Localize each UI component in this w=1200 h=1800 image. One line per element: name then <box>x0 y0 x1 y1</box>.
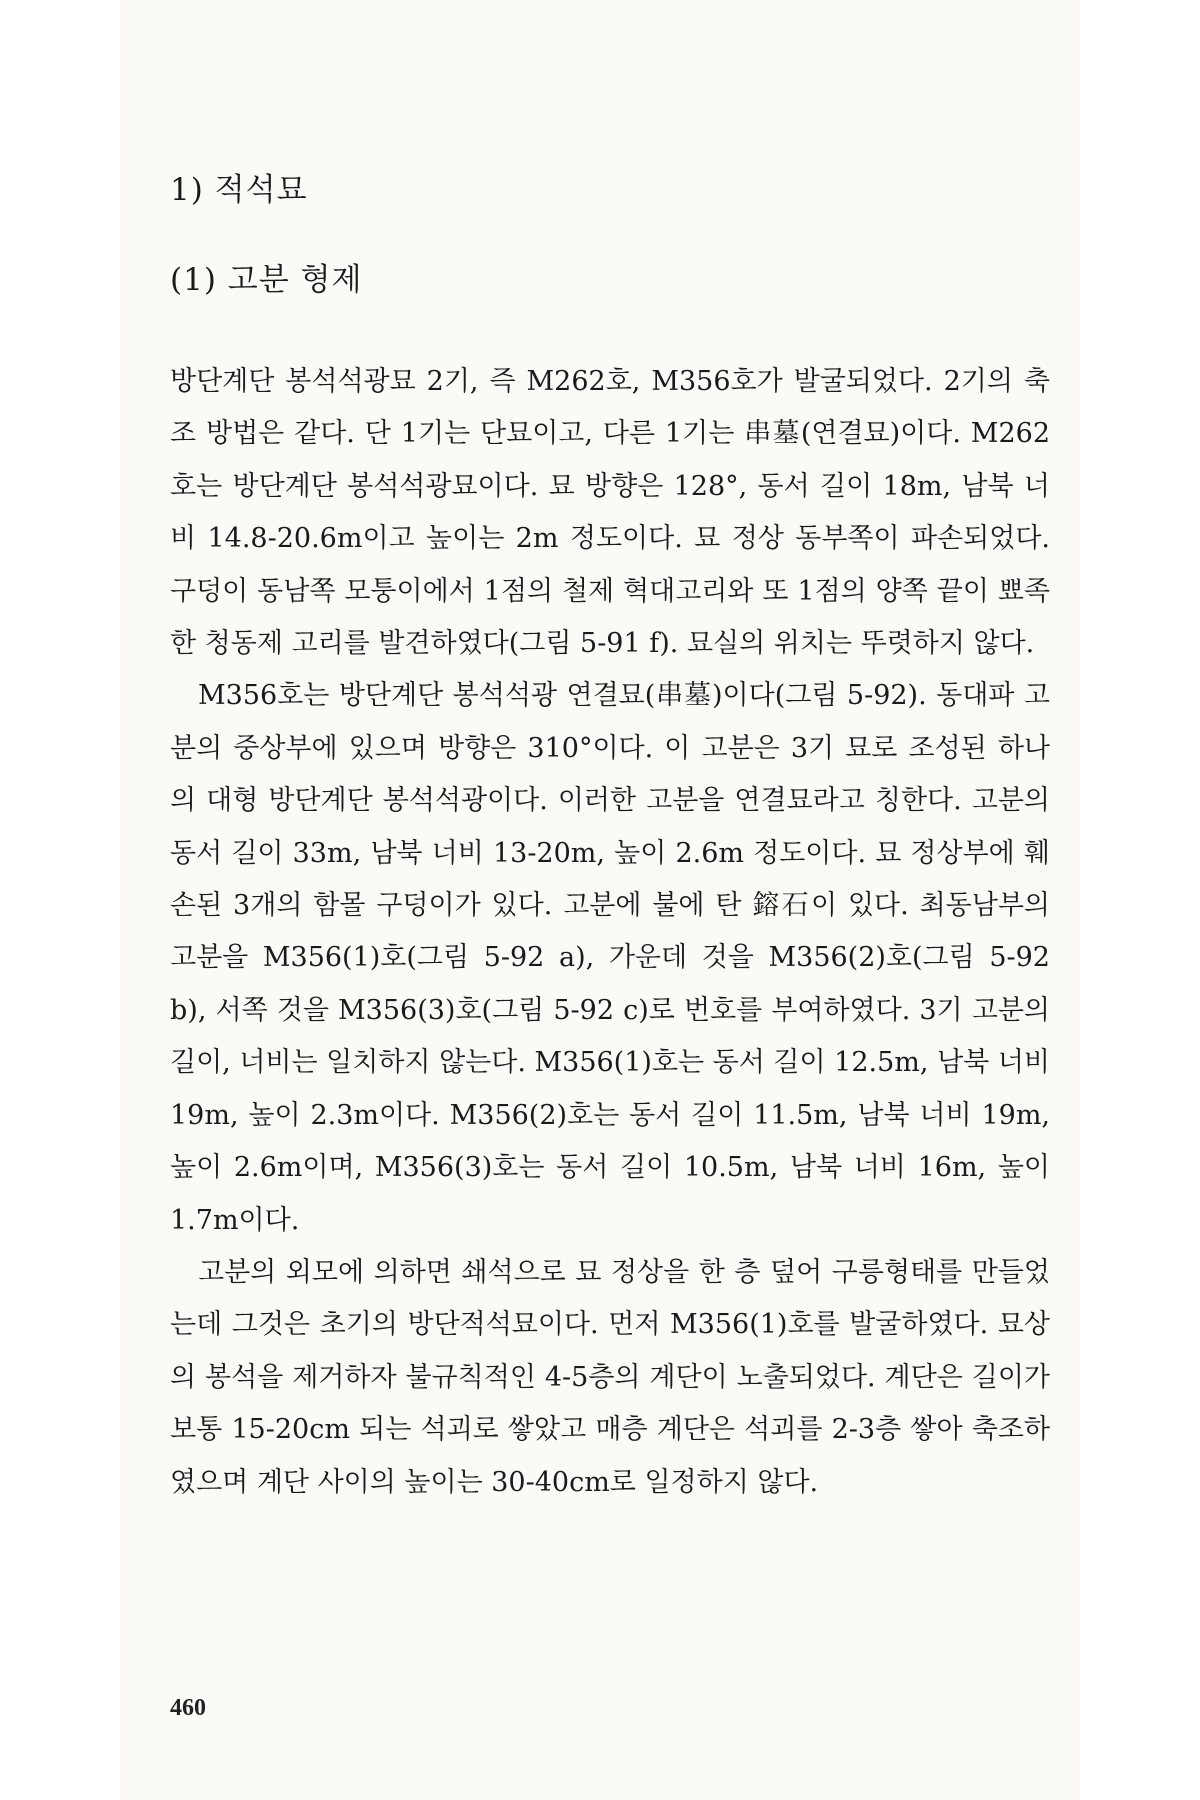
page-number: 460 <box>170 1695 206 1721</box>
subsection-heading: (1) 고분 형제 <box>170 262 363 298</box>
section-heading: 1) 적석묘 <box>170 172 308 208</box>
paragraph-1: 방단계단 봉석석광묘 2기, 즉 M262호, M356호가 발굴되었다. 2기의 축조 방법은 같다. 단 1기는 단묘이고, 다른 1기는 串墓(연결묘)이다. M262호는 방단계단 봉석석광묘이다. 묘 방향은 128°, 동서 길이 18m, 남북 너비 14.8-20.6m이고 높이는 2m 정도이다. 묘 정상 동부쪽이 파손되었다. 구덩이 동남쪽 모퉁이에서 1점의 철제 혁대고리와 또 1점의 양쪽 끝이 뾰족한 청동제 고리를 발견하였다(그림 5-91 f). 묘실의 위치는 뚜렷하지 않다. <box>170 366 1050 660</box>
text-block <box>170 170 1050 1509</box>
paragraph-3: 고분의 외모에 의하면 쇄석으로 묘 정상을 한 층 덮어 구릉형태를 만들었는데 그것은 초기의 방단적석묘이다. 먼저 M356(1)호를 발굴하였다. 묘상의 봉석을 제거하자 불규칙적인 4-5층의 계단이 노출되었다. 계단은 길이가 보통 15-20cm 되는 석괴로 쌓았고 매층 계단은 석괴를 2-3층 쌓아 축조하였으며 계단 사이의 높이는 30-40cm로 일정하지 않다. <box>170 1256 1050 1498</box>
paragraph-2: M356호는 방단계단 봉석석광 연결묘(串墓)이다(그림 5-92). 동대파 고분의 중상부에 있으며 방향은 310°이다. 이 고분은 3기 묘로 조성된 하나의 대형 방단계단 봉석석광이다. 이러한 고분을 연결묘라고 칭한다. 고분의 동서 길이 33m, 남북 너비 13-20m, 높이 2.6m 정도이다. 묘 정상부에 훼손된 3개의 함몰 구덩이가 있다. 고분에 불에 탄 鎔石이 있다. 최동남부의 고분을 M356(1)호(그림 5-92 a), 가운데 것을 M356(2)호(그림 5-92 b), 서쪽 것을 M356(3)호(그림 5-92 c)로 번호를 부여하였다. 3기 고분의 길이, 너비는 일치하지 않는다. M356(1)호는 동서 길이 12.5m, 남북 너비 19m, 높이 2.3m이다. M356(2)호는 동서 길이 11.5m, 남북 너비 19m, 높이 2.6m이며, M356(3)호는 동서 길이 10.5m, 남북 너비 16m, 높이 1.7m이다. <box>170 680 1050 1236</box>
